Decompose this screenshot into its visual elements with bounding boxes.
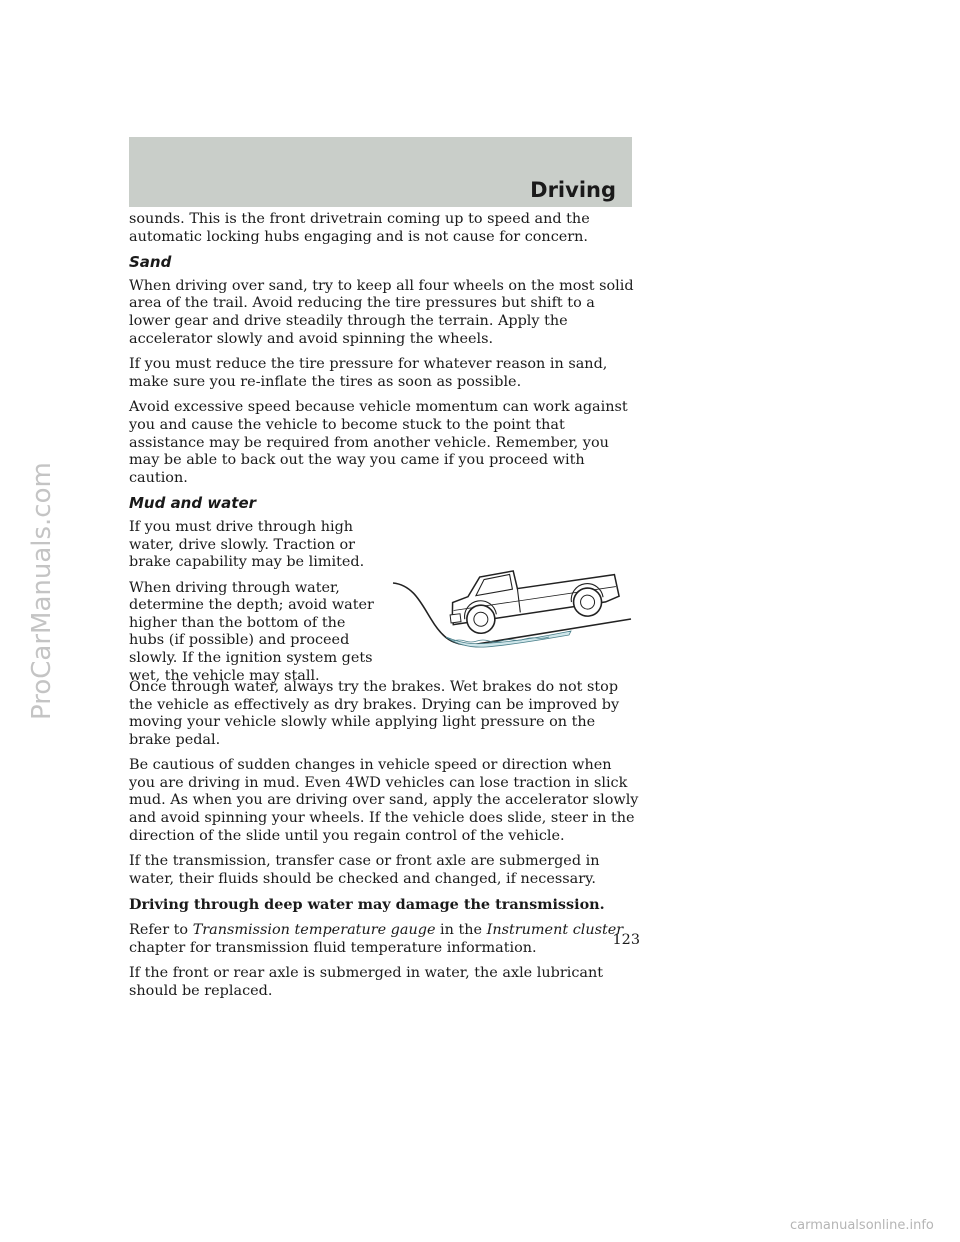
refer-prefix: Refer to [129,922,189,939]
section-header-band [129,137,632,207]
refer-link-instrument-cluster: Instrument cluster [486,922,624,939]
page-number: 123 [612,932,640,948]
heading-sand: Sand [129,253,172,272]
page-content [129,211,639,1008]
refer-suffix: chapter for transmission fluid temperature information. [129,939,537,956]
watermark-procarmanuals: ProCarManuals.com [27,462,57,720]
paragraph-sand-2: If you must reduce the tire pressure for whatever reason in sand, make sure you re-inflate the tires as soon as possible. [129,356,608,390]
refer-link-transmission-gauge: Transmission temperature gauge [192,922,436,939]
paragraph-mud-4: Be cautious of sudden changes in vehicle speed or direction when you are driving in mud. Even 4WD vehicles can lose traction in slick mud. As when you are driving over sand, apply the accelerator slowly and avoid spinning your wheels. If the vehicle does slide, steer in the direction of the slide until you regain control of the vehicle. [129,757,639,844]
truck-in-water-illustration [391,541,641,671]
paragraph-axle: If the front or rear axle is submerged in water, the axle lubricant should be replaced. [129,965,604,999]
mud-water-block [129,518,639,684]
paragraph-refer [129,922,639,957]
paragraph-mud-2: When driving through water, determine the depth; avoid water higher than the bottom of the hubs (if possible) and proceed slowly. If the ignition system gets wet, the vehicle may stall. [129,579,374,684]
warning-deep-water: Driving through deep water may damage the transmission. [129,896,605,914]
paragraph-intro: sounds. This is the front drivetrain coming up to speed and the automatic locking hubs engaging and is not cause for concern. [129,211,590,245]
paragraph-mud-5: If the transmission, transfer case or front axle are submerged in water, their fluids should be checked and changed, if necessary. [129,853,600,887]
paragraph-mud-1: If you must drive through high water, drive slowly. Traction or brake capability may be limited. [129,518,365,571]
paragraph-mud-3: Once through water, always try the brakes. Wet brakes do not stop the vehicle as effectively as dry brakes. Drying can be improved by moving your vehicle slowly while applying light pressure on the brake pedal. [129,678,620,748]
section-title: Driving [530,178,616,202]
mud-water-text [129,519,384,685]
refer-mid: in the [440,922,483,939]
heading-mud-and-water: Mud and water [129,494,257,513]
paragraph-sand-1: When driving over sand, try to keep all four wheels on the most solid area of the trail. Avoid reducing the tire pressures but shift to a lower gear and drive steadily through the terrain. Apply the accelerator slowly and avoid spinning the wheels. [129,277,634,347]
watermark-carmanualsonline: carmanualsonline.info [790,1218,934,1233]
paragraph-sand-3: Avoid excessive speed because vehicle momentum can work against you and cause the vehicle to become stuck to the point that assistance may be required from another vehicle. Remember, you may be able to back out the way you came if you proceed with caution. [129,399,628,486]
